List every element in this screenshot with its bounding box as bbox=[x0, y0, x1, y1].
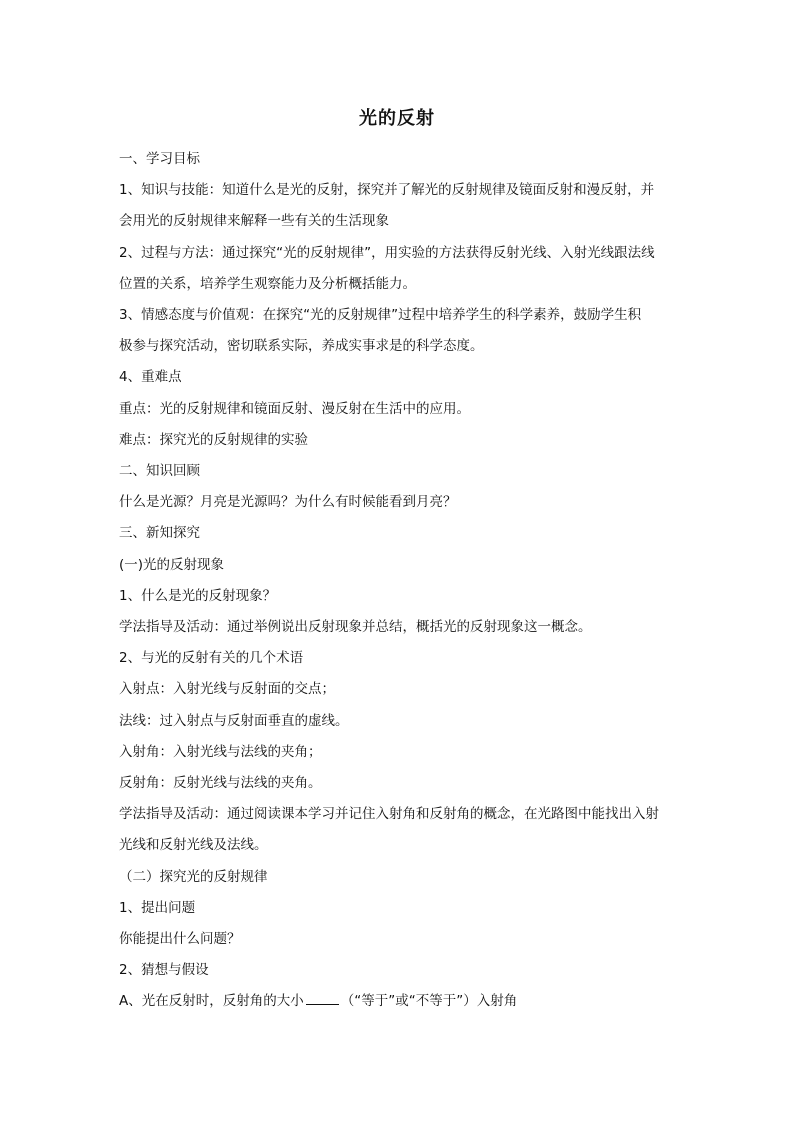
paragraph-line: 你能提出什么问题？ bbox=[119, 931, 241, 948]
paragraph-line: 入射点：入射光线与反射面的交点； bbox=[119, 681, 335, 698]
paragraph-line: 极参与探究活动，密切联系实际，养成实事求是的科学态度。 bbox=[119, 338, 484, 355]
question-text: A、光在反射时，反射角的大小 bbox=[119, 993, 304, 1010]
document-body bbox=[119, 144, 679, 1018]
document-title: 光的反射 bbox=[359, 108, 435, 129]
section-heading-new-knowledge: 三、新知探究 bbox=[119, 525, 200, 542]
paragraph-line: 2、过程与方法：通过探究“光的反射规律”，用实验的方法获得反射光线、入射光线跟法线 bbox=[119, 244, 655, 261]
paragraph-line: 1、什么是光的反射现象？ bbox=[119, 587, 277, 604]
subsection-heading: (一)光的反射现象 bbox=[119, 556, 225, 573]
subsection-heading: （二）探究光的反射规律 bbox=[119, 868, 268, 885]
paragraph-line: 位置的关系，培养学生观察能力及分析概括能力。 bbox=[119, 275, 416, 292]
paragraph-line: 反射角：反射光线与法线的夹角。 bbox=[119, 775, 322, 792]
paragraph-line: 2、与光的反射有关的几个术语 bbox=[119, 650, 304, 667]
paragraph-line: 重点：光的反射规律和镜面反射、漫反射在生活中的应用。 bbox=[119, 400, 470, 417]
paragraph-line: 2、猜想与假设 bbox=[119, 962, 209, 979]
paragraph-line: 会用光的反射规律来解释一些有关的生活现象 bbox=[119, 213, 389, 230]
paragraph-line: 法线：过入射点与反射面垂直的虚线。 bbox=[119, 712, 349, 729]
paragraph-line: 3、情感态度与价值观：在探究“光的反射规律”过程中培养学生的科学素养，鼓励学生积 bbox=[119, 307, 642, 324]
paragraph-line: 入射角：入射光线与法线的夹角； bbox=[119, 743, 322, 760]
paragraph-line: 学法指导及活动：通过举例说出反射现象并总结，概括光的反射现象这一概念。 bbox=[119, 619, 592, 636]
paragraph-line: 1、提出问题 bbox=[119, 899, 196, 916]
paragraph-line: 4、重难点 bbox=[119, 369, 182, 386]
paragraph-line: 什么是光源？月亮是光源吗？为什么有时候能看到月亮？ bbox=[119, 494, 457, 511]
paragraph-line: 学法指导及活动：通过阅读课本学习并记住入射角和反射角的概念，在光路图中能找出入射 bbox=[119, 806, 659, 823]
section-heading-goals: 一、学习目标 bbox=[119, 151, 200, 167]
paragraph-line: 难点：探究光的反射规律的实验 bbox=[119, 431, 308, 448]
fill-in-question bbox=[119, 986, 679, 1017]
question-options: （“等于”或“不等于”）入射角 bbox=[340, 993, 518, 1010]
section-heading-review: 二、知识回顾 bbox=[119, 463, 200, 480]
paragraph-line: 光线和反射光线及法线。 bbox=[119, 837, 268, 854]
answer-blank[interactable] bbox=[306, 992, 339, 1005]
paragraph-line: 1、知识与技能：知道什么是光的反射，探究并了解光的反射规律及镜面反射和漫反射，并 bbox=[119, 182, 655, 199]
